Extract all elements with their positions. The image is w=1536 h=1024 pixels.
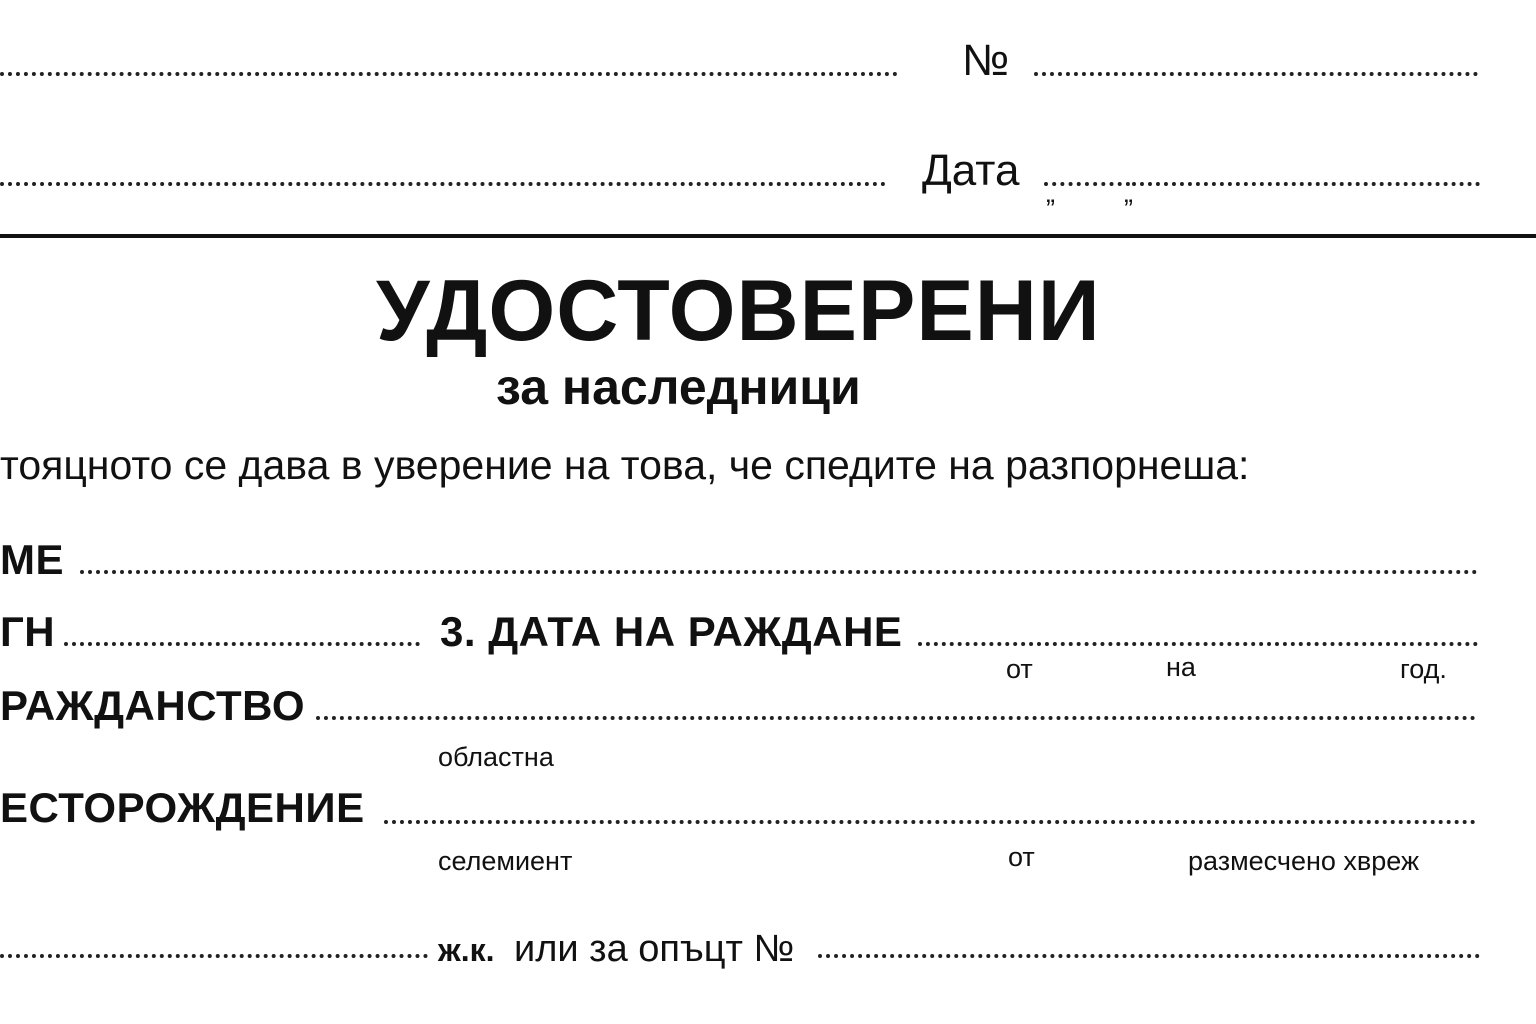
header-divider [0, 234, 1536, 238]
settlement-hint: селемиент [438, 846, 573, 876]
intro-text: тояцното се дава в уверение на това, че спедите на разпорнеша: [0, 442, 1250, 488]
region-hint: областна [438, 742, 554, 772]
birth-date-label: 3. ДАТА НА РАЖДАНЕ [440, 608, 903, 655]
name-label: МЕ [0, 536, 64, 583]
citizenship-field[interactable] [316, 716, 1476, 720]
complex-label: ж.к. [438, 932, 495, 968]
header-left-dotted-line-2[interactable] [0, 182, 886, 186]
number-field[interactable] [1034, 72, 1478, 76]
document-subtitle: за наследници [496, 359, 861, 415]
egn-label: ГН [0, 608, 56, 655]
name-field[interactable] [80, 570, 1478, 574]
or-for-label: или за опъцт № [514, 928, 795, 970]
birth-date-on-hint: на [1166, 652, 1196, 682]
citizenship-label: РАЖДАНСТВО [0, 682, 306, 729]
birth-date-year-hint: год. [1400, 654, 1447, 684]
placed-hint: размесчено хвреж [1188, 846, 1420, 876]
egn-field[interactable] [64, 642, 420, 646]
birth-date-field[interactable] [918, 642, 1478, 646]
or-for-number-field[interactable] [818, 954, 1480, 958]
date-label: Дата [922, 146, 1020, 195]
date-day-field[interactable] [1044, 182, 1130, 186]
date-quote-open: „ [1046, 178, 1055, 208]
address-field[interactable] [0, 954, 428, 958]
birthplace-field[interactable] [384, 820, 1476, 824]
date-field[interactable] [1132, 182, 1480, 186]
header-left-dotted-line-1[interactable] [0, 72, 898, 76]
date-quote-close: „ [1124, 178, 1133, 208]
birthplace-label: ЕСТОРОЖДЕНИЕ [0, 784, 365, 831]
birth-date-from-hint: от [1006, 654, 1033, 684]
birthplace-from-hint: от [1008, 842, 1035, 872]
document-title: УДОСТОВЕРЕНИ [376, 263, 1101, 359]
number-label: № [962, 36, 1010, 85]
